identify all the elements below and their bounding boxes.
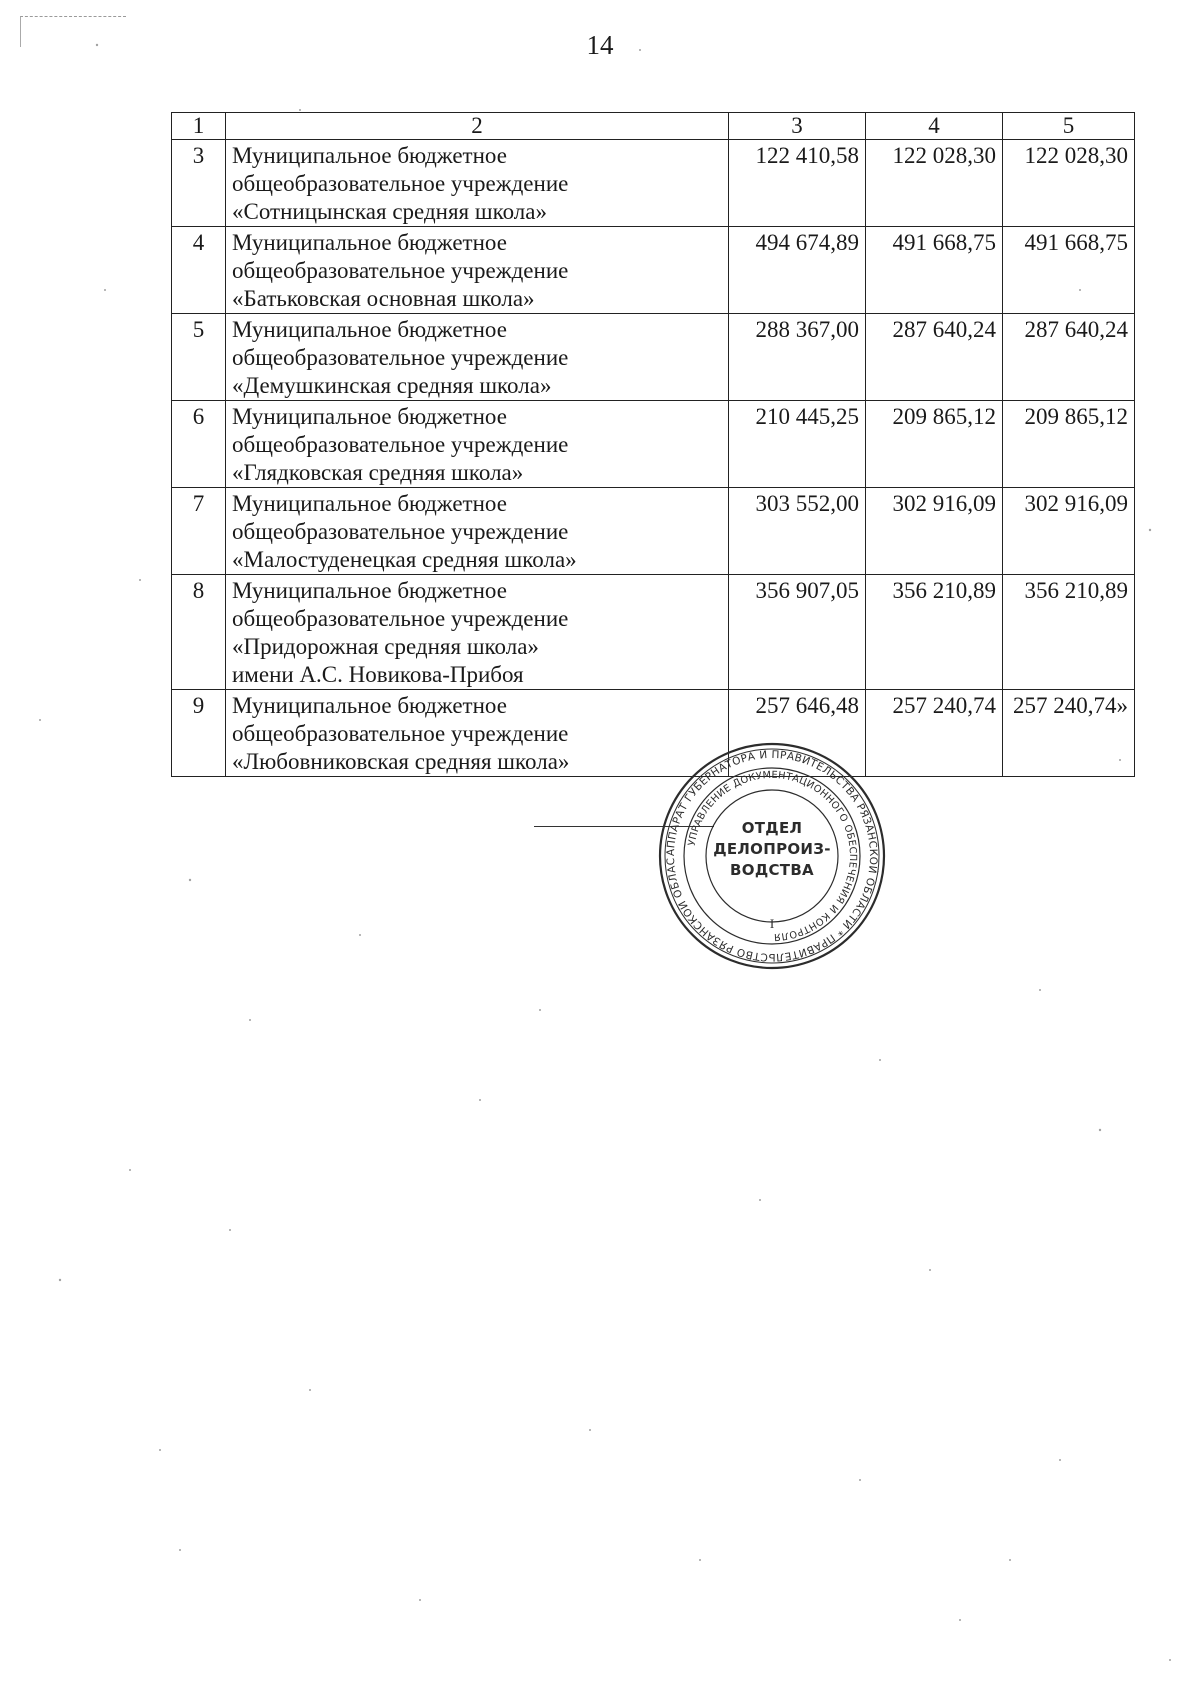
column-header: 2 — [226, 113, 729, 140]
name-line: Муниципальное бюджетное — [232, 693, 507, 718]
row-number: 6 — [172, 401, 226, 488]
row-number: 4 — [172, 227, 226, 314]
column-header: 1 — [172, 113, 226, 140]
value-col3: 210 445,25 — [729, 401, 866, 488]
value-col4: 302 916,09 — [866, 488, 1003, 575]
row-number: 5 — [172, 314, 226, 401]
value-col4: 209 865,12 — [866, 401, 1003, 488]
value-col5: 287 640,24 — [1003, 314, 1135, 401]
column-header: 5 — [1003, 113, 1135, 140]
value-col5: 209 865,12 — [1003, 401, 1135, 488]
name-line: общеобразовательное учреждение — [232, 258, 569, 283]
name-line: «Любовниковская средняя школа» — [232, 749, 570, 774]
column-header: 4 — [866, 113, 1003, 140]
name-line: Муниципальное бюджетное — [232, 578, 507, 603]
value-col3: 303 552,00 — [729, 488, 866, 575]
name-line: общеобразовательное учреждение — [232, 606, 569, 631]
row-number: 3 — [172, 140, 226, 227]
name-line: Муниципальное бюджетное — [232, 491, 507, 516]
name-line: Муниципальное бюджетное — [232, 230, 507, 255]
value-col4: 287 640,24 — [866, 314, 1003, 401]
row-number: 9 — [172, 690, 226, 777]
stamp-center-line: ВОДСТВА — [730, 861, 814, 879]
page-number: 14 — [586, 30, 614, 60]
value-col4: 122 028,30 — [866, 140, 1003, 227]
stamp-inner-text: УПРАВЛЕНИЕ ДОКУМЕНТАЦИОННОГО ОБЕСПЕЧЕНИЯ И КОНТРОЛЯ — [686, 769, 859, 943]
stamp-outer-text: АППАРАТ ГУБЕРНАТОРА И ПРАВИТЕЛЬСТВА РЯЗАНСКОЙ ОБЛАСТИ * ПРАВИТЕЛЬСТВО РЯЗАНСКОЙ ОБЛАС — [664, 748, 880, 964]
row-number: 8 — [172, 575, 226, 690]
stamp-center-line: ДЕЛОПРОИЗ- — [713, 840, 831, 858]
value-col3: 494 674,89 — [729, 227, 866, 314]
name-line: общеобразовательное учреждение — [232, 345, 569, 370]
value-col3: 257 646,48 — [729, 690, 866, 777]
value-col5: 257 240,74» — [1003, 690, 1135, 777]
value-col5: 356 210,89 — [1003, 575, 1135, 690]
name-line: общеобразовательное учреждение — [232, 171, 569, 196]
value-col3: 122 410,58 — [729, 140, 866, 227]
stamp-center-line: ОТДЕЛ — [741, 819, 803, 837]
value-col4: 356 210,89 — [866, 575, 1003, 690]
name-line: имени А.С. Новикова-Прибоя — [232, 662, 524, 687]
name-line: Муниципальное бюджетное — [232, 317, 507, 342]
name-line: общеобразовательное учреждение — [232, 519, 569, 544]
name-line: «Сотницынская средняя школа» — [232, 199, 547, 224]
name-line: «Малостуденецкая средняя школа» — [232, 547, 577, 572]
name-line: общеобразовательное учреждение — [232, 432, 569, 457]
value-col5: 122 028,30 — [1003, 140, 1135, 227]
value-col4: 491 668,75 — [866, 227, 1003, 314]
value-col3: 288 367,00 — [729, 314, 866, 401]
column-header: 3 — [729, 113, 866, 140]
value-col5: 302 916,09 — [1003, 488, 1135, 575]
name-line: общеобразовательное учреждение — [232, 721, 569, 746]
name-line: «Демушкинская средняя школа» — [232, 373, 552, 398]
value-col3: 356 907,05 — [729, 575, 866, 690]
name-line: «Батьковская основная школа» — [232, 286, 535, 311]
value-col5: 491 668,75 — [1003, 227, 1135, 314]
name-line: Муниципальное бюджетное — [232, 404, 507, 429]
name-line: «Глядковская средняя школа» — [232, 460, 524, 485]
value-col4: 257 240,74 — [866, 690, 1003, 777]
stamp-numeral: I — [769, 916, 775, 931]
name-line: Муниципальное бюджетное — [232, 143, 507, 168]
row-number: 7 — [172, 488, 226, 575]
name-line: «Придорожная средняя школа» — [232, 634, 539, 659]
